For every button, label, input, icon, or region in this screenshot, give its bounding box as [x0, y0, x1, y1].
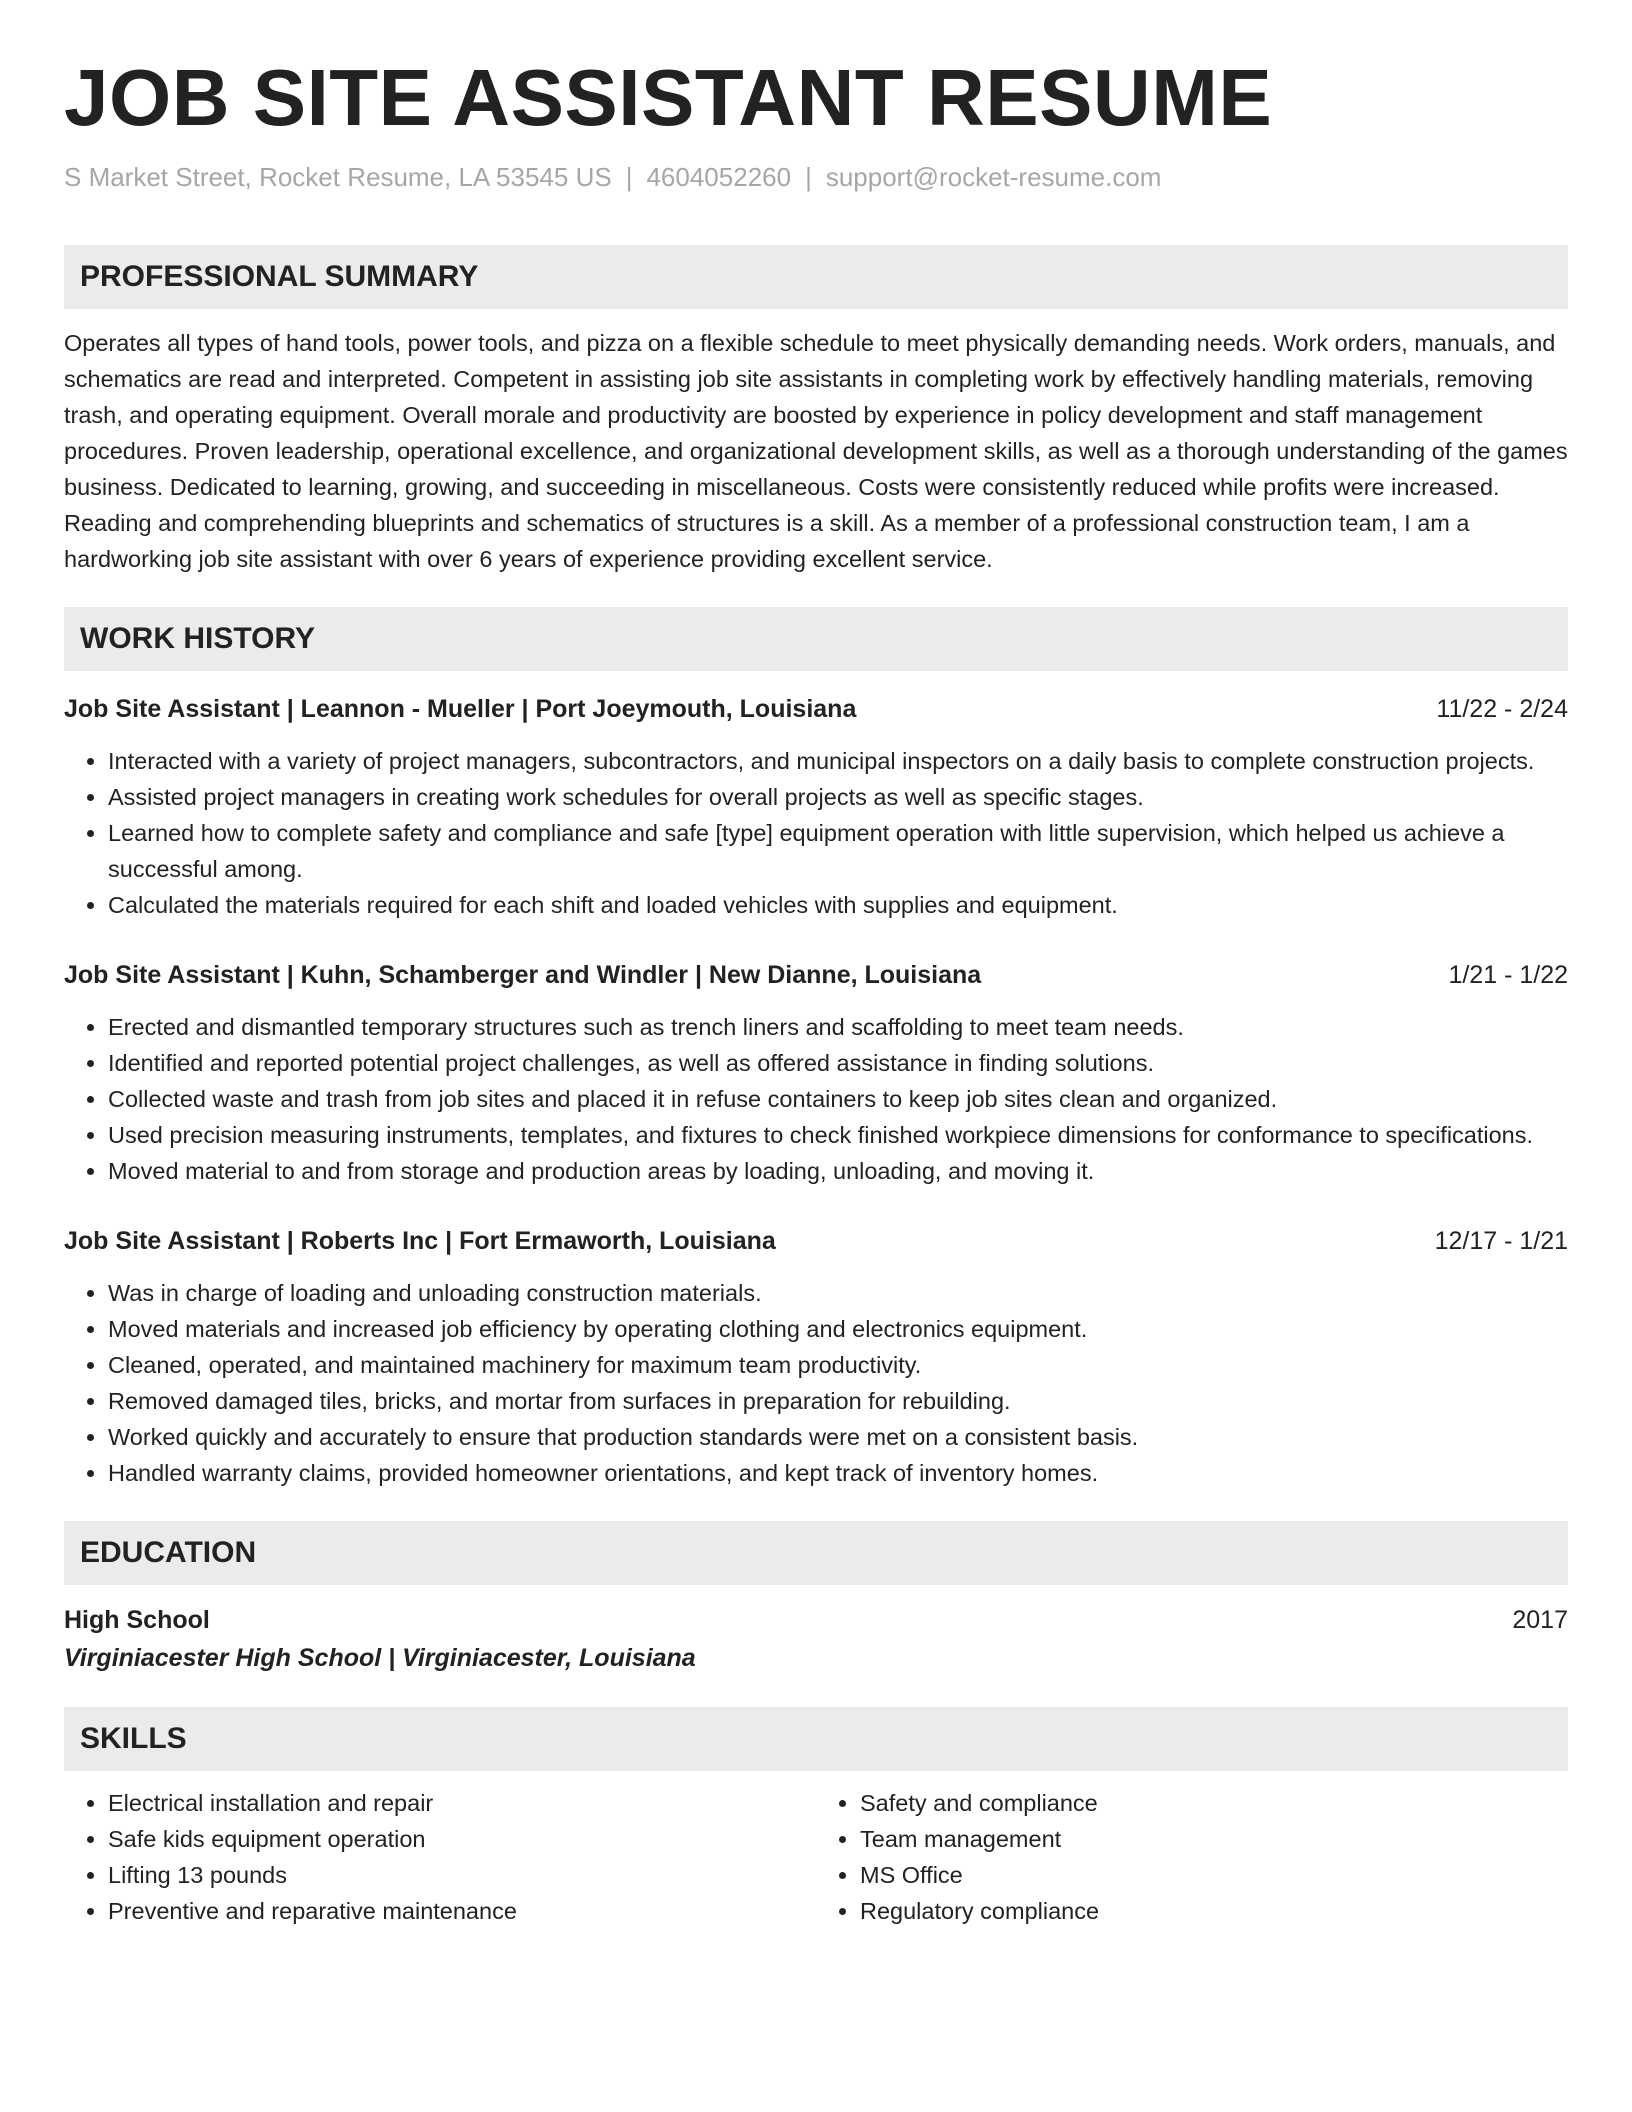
job-bullet: • Erected and dismantled temporary structures such as trench liners and scaffolding to meet team needs. [108, 1009, 1568, 1045]
job-bullet: • Identified and reported potential project challenges, as well as offered assistance in finding solutions. [108, 1045, 1568, 1081]
summary-paragraph: Operates all types of hand tools, power tools, and pizza on a flexible schedule to meet physically demanding needs. Work orders, manuals, and schematics are read and interpreted. Competent in assisting job site assistants in completing work by effectively handling materials, removing trash, and operating equipment. Overall morale and productivity are boosted by experience in policy development and staff management procedures. Proven leadership, operational excellence, and organizational development skills, as well as a thorough understanding of the games business. Dedicated to learning, growing, and succeeding in miscellaneous. Costs were consistently reduced while profits were increased. Reading and comprehending blueprints and schematics of structures is a skill. As a member of a professional construction team, I am a hardworking job site assistant with over 6 years of experience providing excellent service. [64, 330, 1568, 573]
education-header [64, 1601, 1568, 1639]
job-header [64, 957, 1568, 993]
job-bullet: • Assisted project managers in creating work schedules for overall projects as well as specific stages. [108, 779, 1568, 815]
skill-item: • Safe kids equipment operation [108, 1821, 816, 1857]
job-bullet: • Worked quickly and accurately to ensure that production standards were met on a consistent basis. [108, 1419, 1568, 1455]
section-heading-skills: SKILLS [64, 1707, 1568, 1771]
job-entry [64, 957, 1568, 1189]
phone-text: 4604052260 [646, 162, 792, 192]
job-header [64, 1223, 1568, 1259]
job-title: Job Site Assistant | Kuhn, Schamberger and Windler | New Dianne, Louisiana [64, 961, 982, 990]
section-heading-work-history: WORK HISTORY [64, 607, 1568, 671]
job-bullets [64, 1009, 1568, 1189]
job-bullet: • Handled warranty claims, provided homeowner orientations, and kept track of inventory homes. [108, 1455, 1568, 1491]
skills-column-left [64, 1785, 816, 1929]
email-text: support@rocket-resume.com [825, 162, 1162, 192]
skill-item: • Lifting 13 pounds [108, 1857, 816, 1893]
job-bullet: • Moved materials and increased job efficiency by operating clothing and electronics equipment. [108, 1311, 1568, 1347]
resume-title: JOB SITE ASSISTANT RESUME [64, 53, 1273, 142]
education-year: 2017 [1512, 1606, 1568, 1635]
job-bullets [64, 1275, 1568, 1491]
skill-item: • Electrical installation and repair [108, 1785, 816, 1821]
job-entry [64, 1223, 1568, 1491]
job-title: Job Site Assistant | Leannon - Mueller | Port Joeymouth, Louisiana [64, 695, 857, 724]
job-bullet: • Cleaned, operated, and maintained machinery for maximum team productivity. [108, 1347, 1568, 1383]
job-bullet: • Moved material to and from storage and production areas by loading, unloading, and moving it. [108, 1153, 1568, 1189]
contact-separator: | [805, 162, 812, 192]
job-title: Job Site Assistant | Roberts Inc | Fort Ermaworth, Louisiana [64, 1227, 776, 1256]
education-degree: High School [64, 1606, 210, 1635]
section-heading-education: EDUCATION [64, 1521, 1568, 1585]
education-school: Virginiacester High School | Virginiacester, Louisiana [64, 1644, 696, 1673]
contact-separator: | [625, 162, 633, 192]
skills-list [64, 1785, 1568, 1929]
address-text: S Market Street, Rocket Resume, LA 53545 US [64, 162, 612, 192]
job-dates: 11/22 - 2/24 [1436, 695, 1568, 724]
job-bullet: • Collected waste and trash from job sites and placed it in refuse containers to keep job sites clean and organized. [108, 1081, 1568, 1117]
contact-line [64, 162, 1568, 193]
skill-item: • Team management [860, 1821, 1568, 1857]
job-dates: 12/17 - 1/21 [1434, 1227, 1568, 1256]
section-heading-summary: PROFESSIONAL SUMMARY [64, 245, 1568, 309]
job-bullet: • Removed damaged tiles, bricks, and mortar from surfaces in preparation for rebuilding. [108, 1383, 1568, 1419]
skill-item: • MS Office [860, 1857, 1568, 1893]
skill-item: • Safety and compliance [860, 1785, 1568, 1821]
job-bullet: • Was in charge of loading and unloading construction materials. [108, 1275, 1568, 1311]
job-bullet: • Interacted with a variety of project managers, subcontractors, and municipal inspectors on a daily basis to complete construction projects. [108, 743, 1568, 779]
job-header [64, 691, 1568, 727]
skill-item: • Regulatory compliance [860, 1893, 1568, 1929]
job-bullet: • Learned how to complete safety and compliance and safe [type] equipment operation with little supervision, which helped us achieve a successful among. [108, 815, 1568, 887]
job-bullets [64, 743, 1568, 923]
job-dates: 1/21 - 1/22 [1448, 961, 1568, 990]
skills-column-right [816, 1785, 1568, 1929]
job-bullet: • Used precision measuring instruments, templates, and fixtures to check finished workpiece dimensions for conformance to specifications. [108, 1117, 1568, 1153]
job-entry [64, 691, 1568, 923]
skill-item: • Preventive and reparative maintenance [108, 1893, 816, 1929]
job-bullet: • Calculated the materials required for each shift and loaded vehicles with supplies and equipment. [108, 887, 1568, 923]
